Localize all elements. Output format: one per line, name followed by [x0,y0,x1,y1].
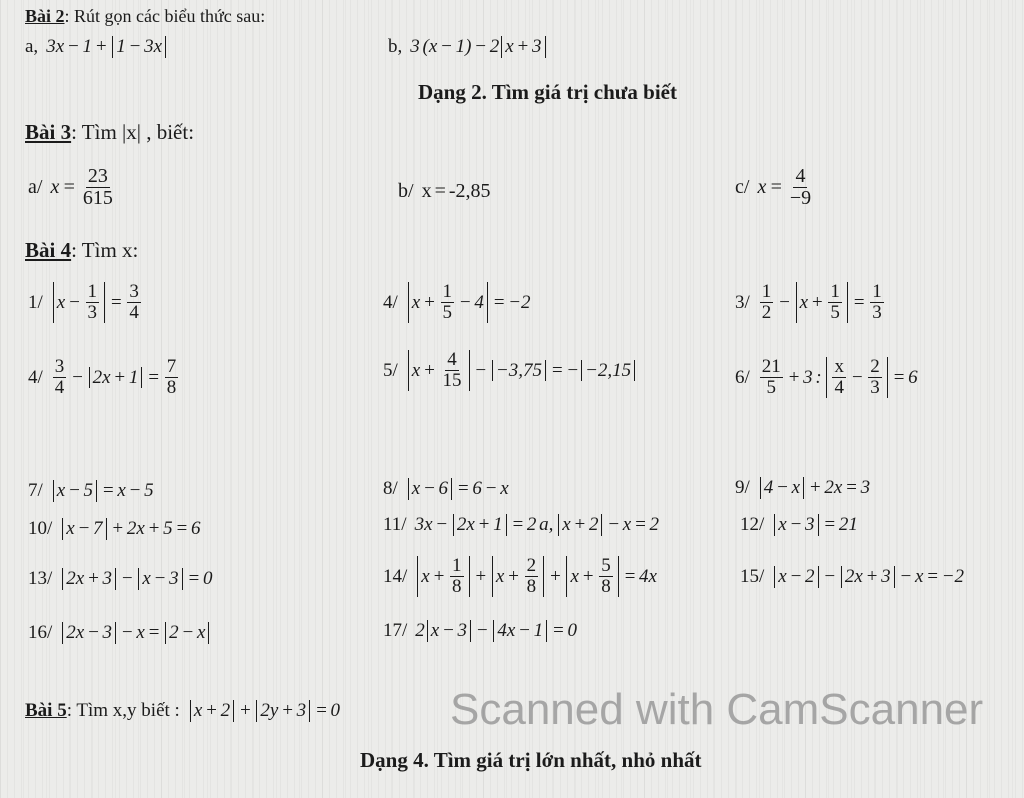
item-label: 4/ [383,291,398,313]
fraction [165,357,179,398]
denominator: −9 [789,187,812,209]
math-expression [772,566,964,588]
fraction [870,282,884,323]
absolute-value [453,514,507,536]
item-label: c/ [735,176,750,198]
absolute-value [558,514,602,536]
denominator: 615 [82,187,113,209]
math-text: 2 [415,620,425,641]
absolute-value [492,556,544,597]
bai2-b [388,36,548,58]
bai4-item [735,357,918,398]
math-expression [406,350,637,391]
math-text: x + 2 [562,514,599,535]
numerator: 2 [526,555,537,576]
math-text: + 3 : [784,366,825,388]
math-text: = − [547,359,580,381]
absolute-value [581,360,635,382]
bai2-text: : Rút gọn các biểu thức sau: [64,6,266,26]
math-text: − [68,366,87,388]
fraction [788,166,813,209]
math-text: − [847,366,867,388]
absolute-value [760,477,804,499]
absolute-value [796,282,848,323]
item-label: 4/ [28,366,43,388]
item-label: 10/ [28,518,53,539]
math-text: − [775,291,794,313]
numerator: 1 [452,555,462,576]
item-label: 8/ [383,478,398,499]
math-text: x − 3 [430,620,468,641]
math-text: 2x + 3 [66,568,113,589]
fraction [86,282,100,323]
bai3-text: : Tìm |x| , biết: [71,120,195,144]
math-text: + [236,700,255,721]
item-label: 1/ [28,291,43,313]
bai4-item [28,622,211,644]
math-text: = 0 [549,620,577,641]
denominator: 5 [830,301,840,323]
math-expression [758,477,870,499]
math-text: 1 − 3x [116,36,163,57]
absolute-value [501,36,545,58]
item-label: 15/ [740,566,765,587]
math-text: x − 3 [778,514,815,535]
item-label: 11/ [383,514,407,535]
math-expression [188,700,340,722]
bai3-c [735,166,815,209]
math-text: = 0 [184,568,213,589]
math-text: 3x − 1 + [46,36,111,57]
fraction [53,357,67,398]
numerator: 3 [129,281,139,302]
denominator: 3 [870,376,880,398]
math-text: 4 − x [763,477,801,498]
absolute-value [408,350,470,391]
math-expression [60,568,212,590]
math-text: = 4x [620,565,657,587]
math-text: 2y + 3 [260,700,307,721]
math-text: = x − 5 [99,480,154,501]
math-text: + [471,565,490,587]
denominator: 5 [766,376,777,398]
fraction [828,282,842,323]
numerator: 1 [761,281,772,302]
math-text: = [849,291,869,313]
math-text: x = [50,176,79,198]
math-text: x + [421,565,449,587]
item-label: 13/ [28,568,53,589]
bai4-item [28,568,212,590]
math-text: x = -2,85 [421,180,491,202]
math-text: x + 3 [505,36,542,57]
math-text: = 0 [312,700,341,721]
math-expression [60,518,200,540]
bai5-text: : Tìm x,y biết : [66,700,180,721]
math-text: x − 2 [778,566,815,587]
denominator: 4 [54,376,65,398]
absolute-value [62,622,116,644]
math-text: − [471,359,490,381]
math-text: x = [757,176,786,198]
absolute-value [408,282,488,323]
math-expression [422,180,491,203]
absolute-value [62,568,116,590]
math-text: −3,75 [495,359,542,381]
denominator: 5 [442,301,453,323]
fraction [832,357,846,398]
absolute-value [774,514,818,536]
bai4-item [28,282,143,323]
absolute-value [492,360,546,382]
fraction [599,556,613,597]
item-label: 3/ [735,291,750,313]
math-text: 2x + 3 [844,566,891,587]
bai4-item [28,480,154,502]
item-label: 9/ [735,477,750,498]
math-text: 2x − 3 [66,622,113,643]
fraction [868,357,882,398]
bai4-item [383,514,659,536]
math-expression [406,478,509,500]
math-text: x − [56,291,84,313]
math-text: − [118,568,137,589]
fraction [441,282,455,323]
math-expression [415,514,659,536]
math-expression [60,622,211,644]
math-text: −2,15 [585,359,632,381]
fraction [441,350,464,391]
math-text: 2 − x [169,622,206,643]
denominator: 3 [872,301,882,323]
math-text: = [107,291,126,313]
absolute-value [256,700,310,722]
bai4-item [383,556,657,597]
math-text: = 6 [889,366,918,388]
math-text: 3x − [414,514,451,535]
absolute-value [417,556,469,597]
bai3-b [398,180,491,203]
numerator: 2 [870,356,880,377]
math-text: − x = [118,622,164,643]
item-label: a/ [28,176,43,198]
numerator: 1 [442,281,453,302]
math-text: 2x + 1 [456,514,503,535]
numerator: x [834,356,844,377]
fraction [525,556,539,597]
numerator: 1 [830,281,840,302]
absolute-value [566,556,618,597]
math-text: = 2 a, [508,514,557,535]
absolute-value [53,480,97,502]
absolute-value [190,700,234,722]
math-expression [51,480,154,502]
item-label: b/ [398,180,414,202]
bai3-label: Bài 3 [25,120,72,144]
math-expression [410,36,547,58]
math-text: 2x + 1 [92,366,139,388]
bai3-heading [25,120,194,144]
math-text: x − 5 [56,480,94,501]
math-expression [415,556,657,597]
bai4-item [740,566,964,588]
numerator: 21 [761,356,781,377]
math-text: 4x − 1 [497,620,544,641]
fraction [81,166,115,209]
absolute-value [53,282,105,323]
math-text: x + [570,565,598,587]
numerator: 4 [795,165,806,187]
denominator: 3 [87,301,98,323]
denominator: 2 [761,301,772,323]
bai4-item [383,350,637,391]
fraction [760,357,783,398]
math-expression [758,357,918,398]
item-label: a, [25,36,39,57]
denominator: 8 [526,575,537,597]
bai4-item [740,514,858,536]
camscanner-watermark: Scanned with CamScanner [450,685,984,734]
math-expression [415,620,577,642]
bai4-heading [25,238,138,262]
math-text: = [144,366,163,388]
item-label: 14/ [383,565,408,587]
math-text: x + [799,291,827,313]
math-expression [46,36,168,58]
item-label: 5/ [383,359,398,381]
math-text: − [820,566,839,587]
math-text: + [546,565,565,587]
math-expression [50,166,116,209]
numerator: 3 [54,356,65,377]
numerator: 7 [166,356,177,377]
denominator: 15 [442,369,462,391]
math-expression [757,166,815,209]
bai3-a [28,166,117,209]
bai4-item [28,518,200,540]
math-text: = −2 [489,291,531,313]
denominator: 4 [834,376,844,398]
math-text: − 4 [456,291,484,313]
math-expression [772,514,858,536]
bai4-item [735,477,870,499]
math-text: x + [411,359,439,381]
absolute-value [493,620,547,642]
numerator: 1 [872,281,882,302]
fraction [450,556,464,597]
math-text: x + 2 [193,700,231,721]
denominator: 8 [601,575,611,597]
math-text: − x = −2 [896,566,965,587]
bai5-label: Bài 5 [25,700,67,721]
bai4-item [383,478,509,500]
math-text: x − 7 [66,518,103,539]
fraction [127,282,141,323]
math-text: − x = 2 [604,514,660,535]
math-text: + 2x = 3 [806,477,871,498]
item-label: 7/ [28,480,43,501]
math-expression [51,357,180,398]
item-label: 6/ [735,366,750,388]
math-text: − [473,620,492,641]
item-label: b, [388,36,403,57]
absolute-value [138,568,182,590]
fraction [760,282,774,323]
numerator: 4 [447,349,457,370]
absolute-value [427,620,471,642]
math-text: = 21 [820,514,858,535]
item-label: 16/ [28,622,53,643]
numerator: 5 [601,555,611,576]
bai4-label: Bài 4 [25,238,72,262]
bai4-item [383,282,531,323]
bai4-item [735,282,886,323]
bai4-item [28,357,180,398]
absolute-value [841,566,895,588]
math-text: x + [495,565,523,587]
math-expression [406,282,531,323]
bai4-item [383,620,577,642]
denominator: 8 [166,376,177,398]
math-expression [758,282,886,323]
bai4-text: : Tìm x: [71,238,139,262]
section-title-dang2: Dạng 2. Tìm giá trị chưa biết [418,80,677,104]
bai2-a [25,36,168,58]
absolute-value [826,357,887,398]
absolute-value [89,367,143,389]
numerator: 23 [87,165,108,187]
math-expression [51,282,143,323]
math-text: + 2x + 5 = 6 [108,518,201,539]
bai5-heading [25,700,340,722]
bai2-label: Bài 2 [25,6,65,26]
denominator: 4 [129,301,139,323]
bai2-heading [25,6,265,27]
absolute-value [774,566,818,588]
math-text: x + [411,291,439,313]
numerator: 1 [87,281,98,302]
absolute-value [62,518,106,540]
math-text: x − 3 [142,568,179,589]
absolute-value [112,36,166,58]
math-text: 3 (x − 1) − 2 [410,36,500,57]
absolute-value [408,478,452,500]
item-label: 17/ [383,620,408,641]
math-text: x − 6 [411,478,449,499]
denominator: 8 [452,575,462,597]
math-text: = 6 − x [454,478,509,499]
absolute-value [165,622,209,644]
item-label: 12/ [740,514,765,535]
section-title-dang4: Dạng 4. Tìm giá trị lớn nhất, nhỏ nhất [360,748,702,772]
